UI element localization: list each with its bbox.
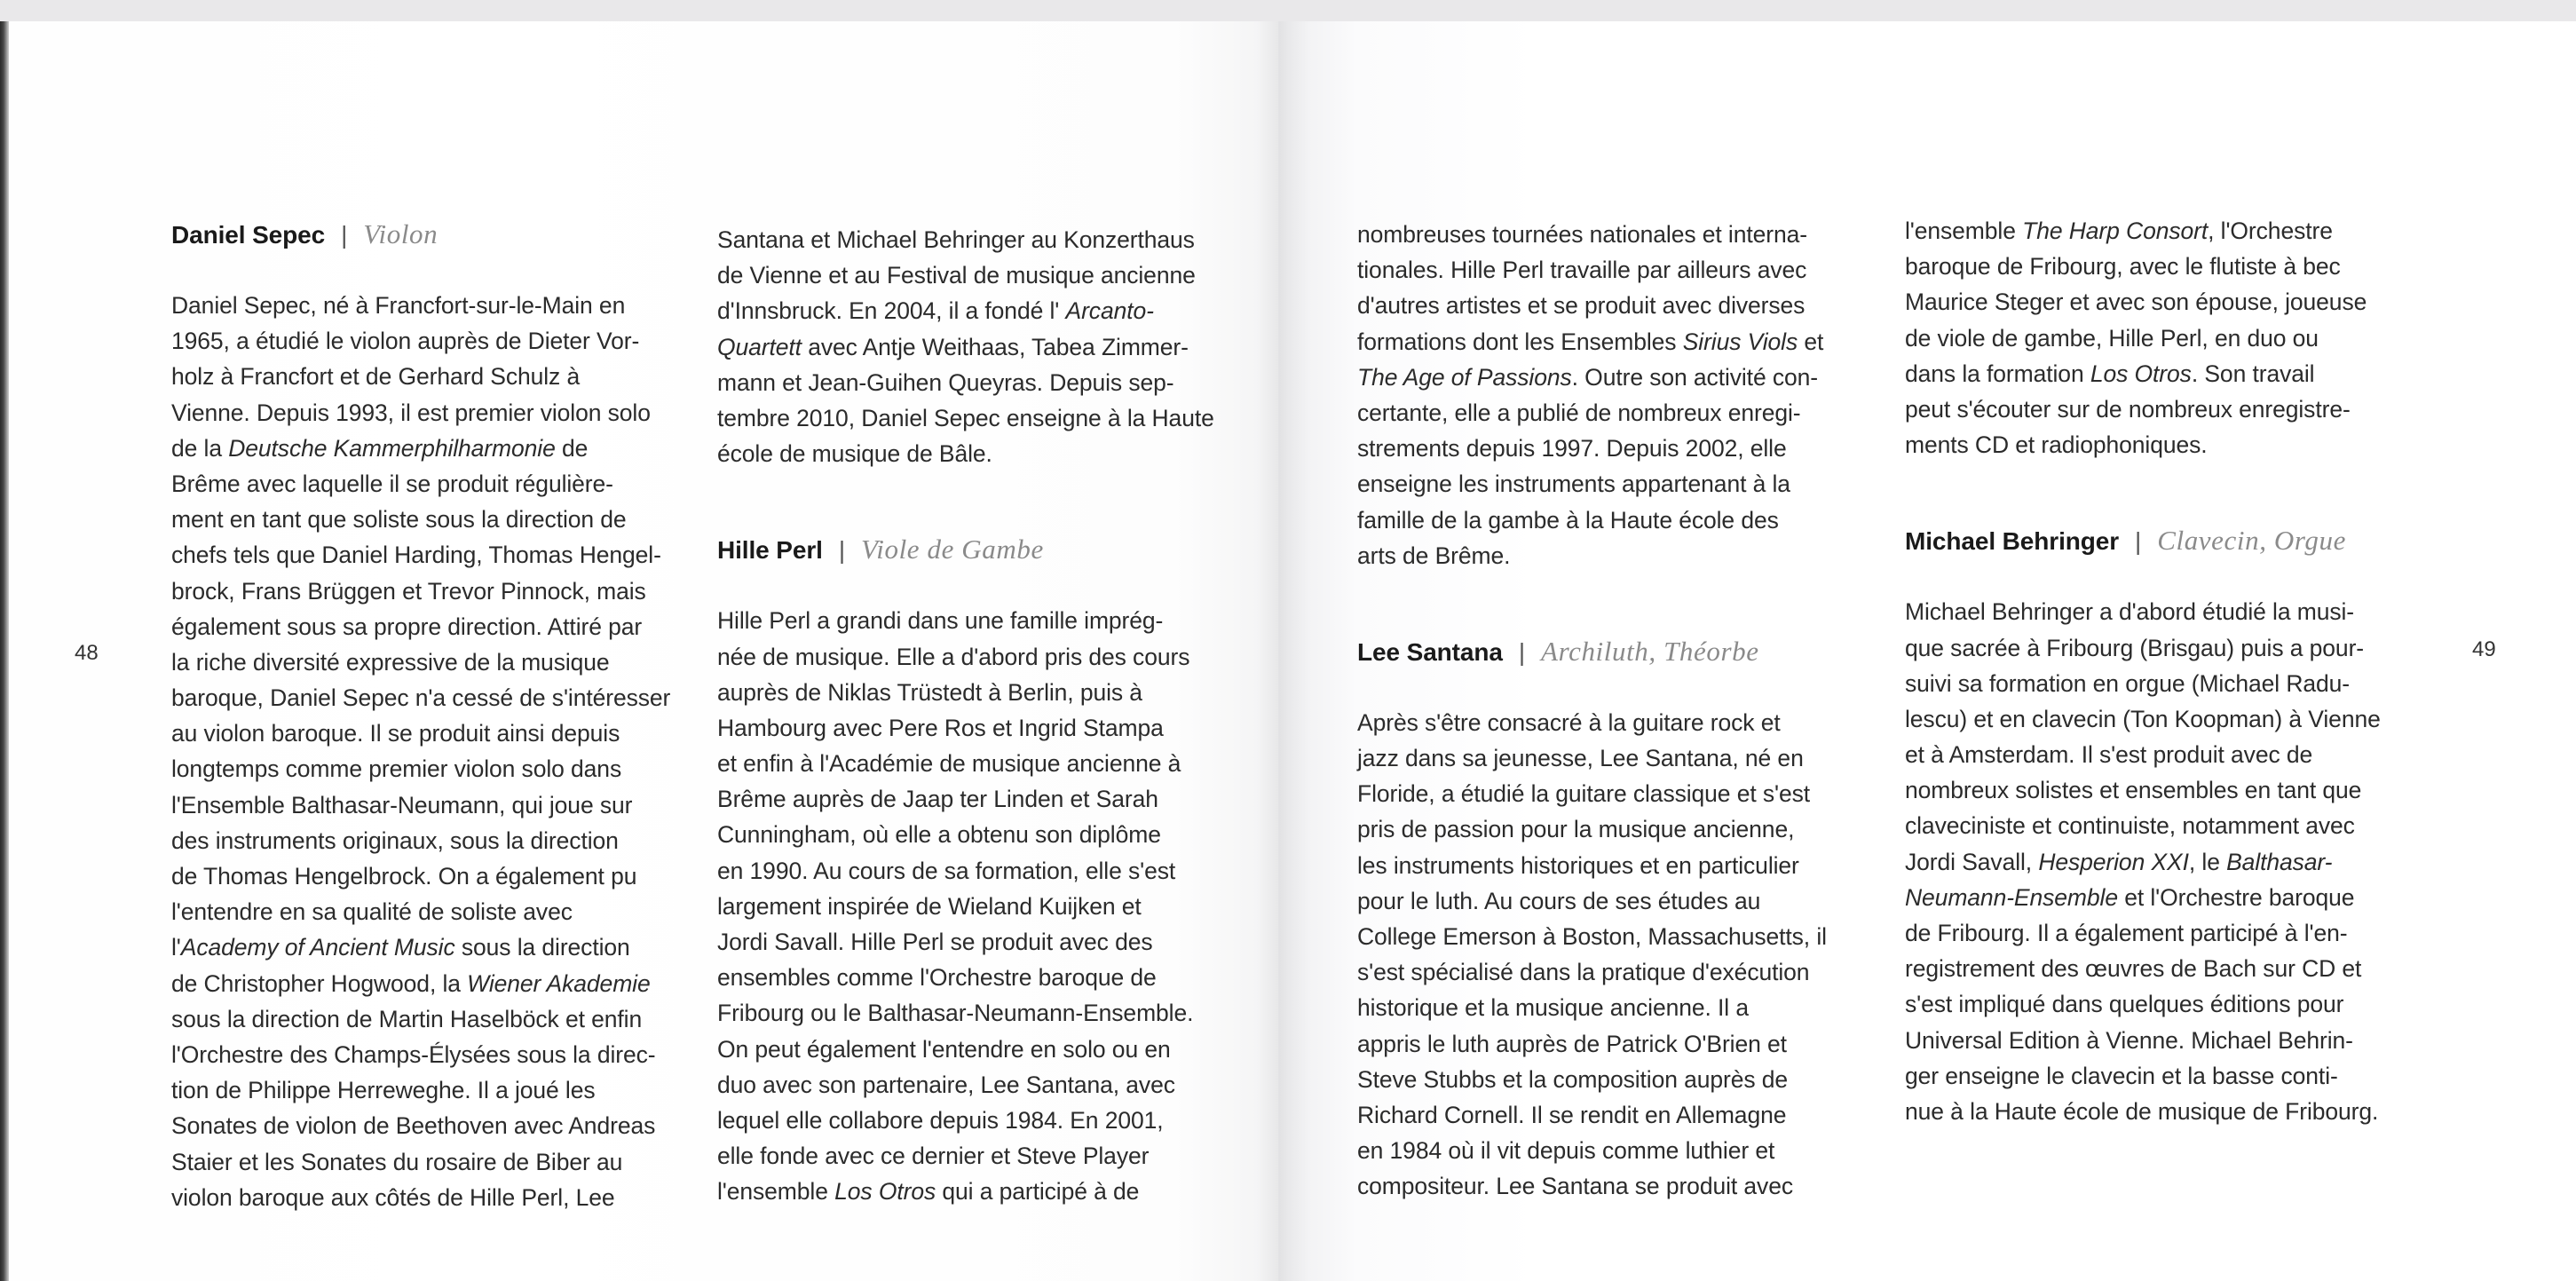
bio-text-sepec-continued — [717, 222, 1268, 471]
text-line: Cunningham, où elle a obtenu son diplôme — [717, 821, 1161, 849]
bio-text-santana — [1357, 705, 1908, 1205]
text-line: formations dont les Ensembles Sirius Viols et — [1357, 328, 1824, 355]
text-line: Staier et les Sonates du rosaire de Biber au — [171, 1148, 623, 1175]
text-line: Après s'être consacré à la guitare rock et — [1357, 708, 1781, 736]
text-line: elle fonde avec ce dernier et Steve Player — [717, 1143, 1150, 1170]
text-line: strements depuis 1997. Depuis 2002, elle — [1357, 435, 1787, 463]
text-line: Steve Stubbs et la composition auprès de — [1357, 1065, 1789, 1093]
text-line: de Fribourg. Il a également participé à l'en- — [1905, 920, 2348, 946]
text-line: école de musique de Bâle. — [717, 440, 992, 468]
text-line: nombreuses tournées nationales et interna- — [1357, 221, 1807, 248]
text-line: auprès de Niklas Trüstedt à Berlin, puis à — [717, 678, 1142, 706]
artist-name: Daniel Sepec — [171, 221, 326, 249]
scan-top-margin — [0, 0, 2576, 21]
text-line: peut s'écouter sur de nombreux enregistre- — [1905, 395, 2351, 423]
header-separator: | — [341, 221, 348, 249]
text-line: l'Orchestre des Champs-Élysées sous la direc- — [171, 1040, 656, 1068]
text-line: certante, elle a publié de nombreux enregi- — [1357, 399, 1801, 426]
text-line: au violon baroque. Il se produit ainsi depuis — [171, 720, 620, 747]
text-line: enseigne les instruments appartenant à la — [1357, 470, 1790, 498]
text-line: et enfin à l'Académie de musique ancienne à — [717, 750, 1181, 778]
bio-text-santana-continued — [1905, 213, 2455, 463]
text-line: en 1990. Au cours de sa formation, elle s'est — [717, 857, 1176, 884]
text-line: l'ensemble The Harp Consort, l'Orchestre — [1905, 217, 2333, 244]
bio-text-perl-continued — [1357, 217, 1908, 573]
text-line: Hambourg avec Pere Ros et Ingrid Stampa — [717, 714, 1164, 741]
text-line: 1965, a étudié le violon auprès de Dieter Vor- — [171, 328, 640, 355]
artist-instrument: Archiluth, Théorbe — [1541, 635, 1759, 667]
text-line: l'ensemble Los Otros qui a participé à de — [717, 1178, 1140, 1206]
bio-header-perl — [717, 532, 1268, 567]
header-separator: | — [2135, 527, 2142, 556]
text-line: dans la formation Los Otros. Son travail — [1905, 360, 2315, 387]
text-line: tion de Philippe Herreweghe. Il a joué les — [171, 1077, 596, 1104]
binding-edge-shadow — [0, 21, 9, 1281]
text-line: ger enseigne le clavecin et la basse conti- — [1905, 1062, 2338, 1089]
text-line: famille de la gambe à la Haute école des — [1357, 506, 1779, 534]
text-line: brock, Frans Brüggen et Trevor Pinnock, mais — [171, 577, 646, 605]
text-line: Quartett avec Antje Weithaas, Tabea Zimmer- — [717, 333, 1189, 360]
artist-instrument: Viole de Gambe — [861, 534, 1044, 565]
text-line: en 1984 où il vit depuis comme luthier et — [1357, 1137, 1775, 1165]
header-separator: | — [838, 536, 846, 565]
text-line: Michael Behringer a d'abord étudié la musi- — [1905, 598, 2355, 626]
text-line: largement inspirée de Wieland Kuijken et — [717, 892, 1142, 920]
text-line: l'entendre en sa qualité de soliste avec — [171, 898, 573, 926]
column-4 — [1905, 213, 2455, 1129]
text-line: sous la direction de Martin Haselböck et enfin — [171, 1005, 643, 1032]
text-line: et à Amsterdam. Il s'est produit avec de — [1905, 741, 2313, 769]
text-line: Neumann-Ensemble et l'Orchestre baroque — [1905, 883, 2355, 911]
text-line: Sonates de violon de Beethoven avec Andreas — [171, 1112, 656, 1140]
text-line: Floride, a étudié la guitare classique et s'est — [1357, 780, 1811, 808]
text-line: appris le luth auprès de Patrick O'Brien et — [1357, 1030, 1787, 1057]
text-line: longtemps comme premier violon solo dans — [171, 755, 622, 783]
column-3 — [1357, 217, 1908, 1205]
text-line: compositeur. Lee Santana se produit avec — [1357, 1173, 1793, 1200]
text-line: Jordi Savall, Hesperion XXI, le Balthasar- — [1905, 848, 2333, 875]
text-line: l'Academy of Ancient Music sous la direction — [171, 934, 630, 961]
bio-header-santana — [1357, 634, 1908, 669]
text-line: Daniel Sepec, né à Francfort-sur-le-Main en — [171, 292, 626, 319]
text-line: nue à la Haute école de musique de Fribourg. — [1905, 1097, 2379, 1125]
text-line: nombreux solistes et ensembles en tant que — [1905, 777, 2362, 804]
text-line: que sacrée à Fribourg (Brisgau) puis a pour- — [1905, 634, 2365, 661]
text-line: Universal Edition à Vienne. Michael Behrin- — [1905, 1026, 2353, 1054]
text-line: Richard Cornell. Il se rendit en Allemagne — [1357, 1101, 1787, 1128]
text-line: Vienne. Depuis 1993, il est premier violon solo — [171, 399, 651, 426]
text-line: Maurice Steger et avec son épouse, joueuse — [1905, 289, 2367, 316]
artist-name: Hille Perl — [717, 536, 823, 565]
text-line: Brême auprès de Jaap ter Linden et Sarah — [717, 786, 1158, 813]
text-line: également sous sa propre direction. Attiré par — [171, 613, 643, 640]
text-line: mann et Jean-Guihen Queyras. Depuis sep- — [717, 368, 1174, 396]
text-line: violon baroque aux côtés de Hille Perl, Lee — [171, 1183, 615, 1211]
text-line: de Christopher Hogwood, la Wiener Akademie — [171, 969, 651, 997]
text-line: Jordi Savall. Hille Perl se produit avec des — [717, 929, 1153, 955]
page-number-left: 48 — [75, 641, 99, 665]
page-number-right: 49 — [2472, 637, 2496, 661]
text-line: claveciniste et continuiste, notamment avec — [1905, 812, 2355, 840]
text-line: de la Deutsche Kammerphilharmonie de — [171, 434, 589, 462]
text-line: baroque de Fribourg, avec le flutiste à bec — [1905, 253, 2341, 281]
artist-name: Michael Behringer — [1905, 527, 2120, 556]
bio-header-behringer — [1905, 523, 2455, 558]
text-line: ensembles comme l'Orchestre baroque de — [717, 964, 1157, 992]
column-1 — [171, 217, 722, 1215]
text-line: jazz dans sa jeunesse, Lee Santana, né en — [1357, 745, 1804, 772]
text-line: chefs tels que Daniel Harding, Thomas Hengel- — [171, 542, 661, 569]
bio-text-sepec — [171, 288, 722, 1215]
text-line: registrement des œuvres de Bach sur CD et — [1905, 955, 2362, 983]
text-line: Fribourg ou le Balthasar-Neumann-Ensemble. — [717, 1000, 1194, 1027]
text-line: des instruments originaux, sous la direction — [171, 826, 619, 854]
text-line: la riche diversité expressive de la musique — [171, 648, 610, 676]
header-separator: | — [1518, 637, 1526, 666]
artist-instrument: Clavecin, Orgue — [2157, 525, 2346, 557]
artist-instrument: Violon — [363, 218, 439, 249]
text-line: historique et la musique ancienne. Il a — [1357, 994, 1749, 1022]
text-line: tionales. Hille Perl travaille par ailleurs avec — [1357, 257, 1807, 284]
text-line: les instruments historiques et en particulier — [1357, 851, 1799, 879]
text-line: tembre 2010, Daniel Sepec enseigne à la Haute — [717, 404, 1214, 431]
text-line: suivi sa formation en orgue (Michael Radu- — [1905, 669, 2351, 697]
text-line: ment en tant que soliste sous la direction de — [171, 506, 627, 534]
text-line: On peut également l'entendre en solo ou en — [717, 1035, 1171, 1063]
bio-text-perl — [717, 603, 1268, 1209]
column-2 — [717, 222, 1268, 1210]
text-line: d'autres artistes et se produit avec diverses — [1357, 292, 1806, 320]
bio-header-sepec — [171, 217, 722, 252]
text-line: s'est impliqué dans quelques éditions pour — [1905, 991, 2344, 1018]
bio-text-behringer — [1905, 594, 2455, 1129]
text-line: College Emerson à Boston, Massachusetts, il — [1357, 923, 1827, 950]
text-line: arts de Brême. — [1357, 542, 1511, 569]
text-line: Brême avec laquelle il se produit régulière- — [171, 470, 613, 497]
text-line: de Vienne et au Festival de musique ancienne — [717, 262, 1196, 289]
text-line: d'Innsbruck. En 2004, il a fondé l' Arcanto- — [717, 297, 1154, 325]
text-line: The Age of Passions. Outre son activité con- — [1357, 363, 1818, 391]
text-line: de Thomas Hengelbrock. On a également pu — [171, 863, 637, 890]
artist-name: Lee Santana — [1357, 637, 1503, 666]
text-line: l'Ensemble Balthasar-Neumann, qui joue sur — [171, 791, 633, 818]
text-line: Santana et Michael Behringer au Konzerthaus — [717, 226, 1195, 253]
text-line: de viole de gambe, Hille Perl, en duo ou — [1905, 324, 2319, 352]
text-line: ments CD et radiophoniques. — [1905, 431, 2208, 459]
text-line: lequel elle collabore depuis 1984. En 2001, — [717, 1106, 1164, 1134]
text-line: née de musique. Elle a d'abord pris des cours — [717, 643, 1190, 670]
text-line: pour le luth. Au cours de ses études au — [1357, 887, 1761, 914]
text-line: pris de passion pour la musique ancienne, — [1357, 816, 1795, 843]
text-line: baroque, Daniel Sepec n'a cessé de s'intéresser — [171, 684, 671, 712]
text-line: lescu) et en clavecin (Ton Koopman) à Vienne — [1905, 705, 2381, 732]
text-line: duo avec son partenaire, Lee Santana, avec — [717, 1071, 1175, 1098]
text-line: Hille Perl a grandi dans une famille imprég- — [717, 607, 1164, 635]
text-line: s'est spécialisé dans la pratique d'exécution — [1357, 959, 1810, 986]
text-line: holz à Francfort et de Gerhard Schulz à — [171, 363, 581, 391]
